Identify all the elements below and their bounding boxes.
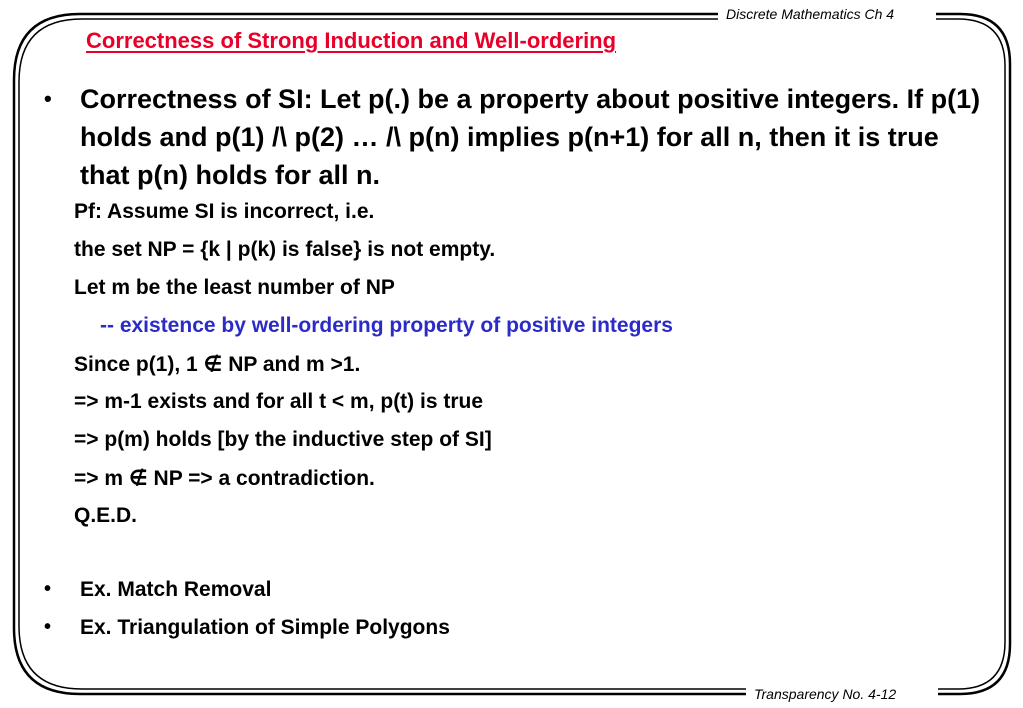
bullet-marker: • [44, 86, 52, 111]
bullet-marker: • [44, 616, 52, 638]
main-statement: Correctness of SI: Let p(.) be a property about positive integers. If p(1) holds and p(1) /\ p(2) … /\ p(n) implies p(n+1) for all n, then it is true that p(n) holds for all n. [80, 84, 981, 190]
proof-line-5: Since p(1), 1 ∉ NP and m >1. [74, 353, 361, 376]
proof-line-1: Pf: Assume SI is incorrect, i.e. [74, 200, 375, 223]
proof-line-2: the set NP = {k | p(k) is false} is not empty. [74, 238, 496, 261]
example-triangulation: Ex. Triangulation of Simple Polygons [80, 616, 450, 639]
proof-line-6: => m-1 exists and for all t < m, p(t) is true [74, 390, 484, 413]
proof-line-3: Let m be the least number of NP [74, 276, 395, 299]
bullet-marker: • [44, 578, 52, 600]
proof-line-8: => m ∉ NP => a contradiction. [74, 467, 375, 490]
proof-qed: Q.E.D. [74, 504, 138, 527]
course-label: Discrete Mathematics Ch 4 [726, 6, 895, 22]
proof-line-7: => p(m) holds [by the inductive step of SI] [74, 428, 492, 451]
proof-note-well-ordering: -- existence by well-ordering property of positive integers [100, 314, 673, 337]
transparency-number: Transparency No. 4-12 [754, 686, 897, 702]
example-match-removal: Ex. Match Removal [80, 578, 272, 601]
slide-title: Correctness of Strong Induction and Well-ordering [86, 28, 617, 53]
